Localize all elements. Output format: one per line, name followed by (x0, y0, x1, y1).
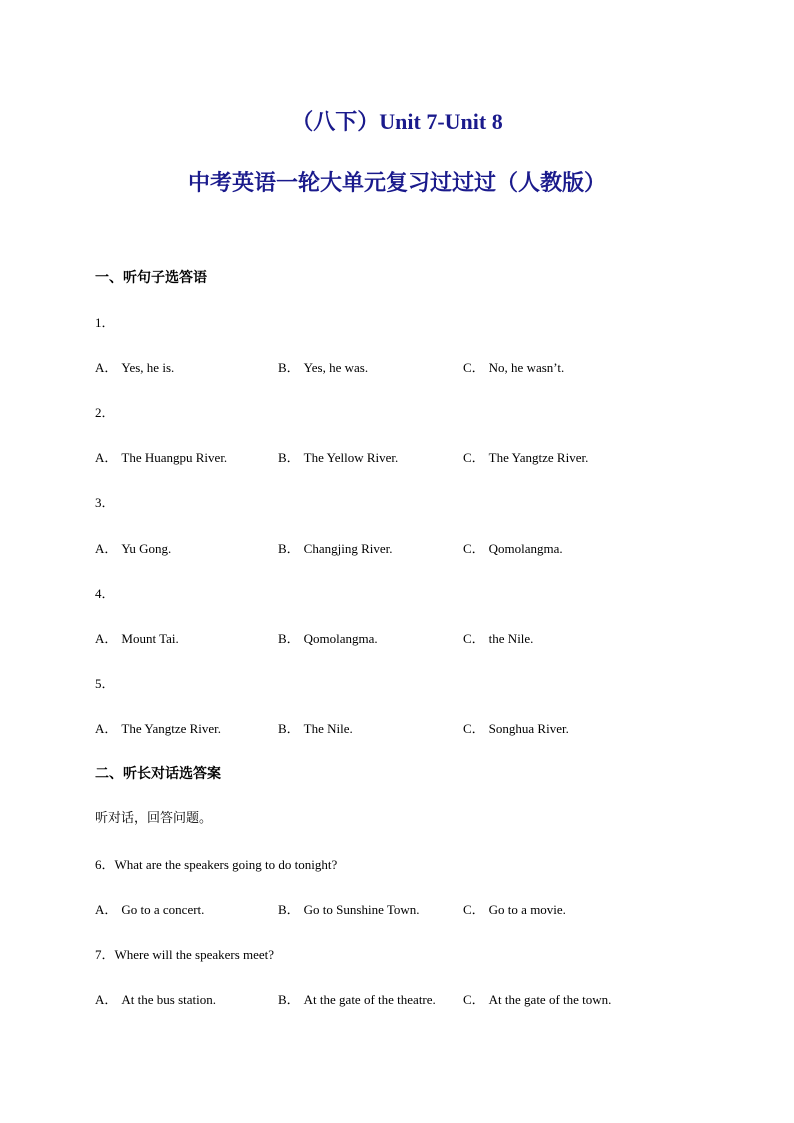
option-b: B． Go to Sunshine Town. (278, 902, 420, 917)
options-row-3 (95, 540, 735, 558)
option-c: C． The Yangtze River. (463, 450, 589, 465)
section-heading-2: 二、听长对话选答案 (95, 766, 221, 782)
question-7 (95, 946, 274, 964)
options-row-4 (95, 630, 735, 648)
option-c: C． No, he wasn’t. (463, 360, 565, 375)
option-a: A． Mount Tai. (95, 631, 179, 646)
options-row-7 (95, 991, 735, 1009)
question-number-7: 7． (95, 947, 115, 962)
question-number-2: 2． (95, 405, 115, 420)
question-number-3: 3． (95, 495, 115, 510)
options-row-5 (95, 720, 735, 738)
option-a: A． Go to a concert. (95, 902, 205, 917)
section-instruction: 听对话，回答问题。 (95, 811, 213, 826)
section-heading-1: 一、听句子选答语 (95, 270, 207, 286)
option-a: A． Yu Gong. (95, 541, 172, 556)
options-row-1 (95, 359, 735, 377)
options-row-2 (95, 449, 735, 467)
option-b: B． Qomolangma. (278, 631, 378, 646)
option-c: C． At the gate of the town. (463, 992, 612, 1007)
option-a: A． At the bus station. (95, 992, 216, 1007)
question-number-5: 5． (95, 676, 115, 691)
question-number-6: 6． (95, 857, 115, 872)
question-number-4: 4． (95, 586, 115, 601)
document-title: （八下）Unit 7-Unit 8 (291, 109, 503, 134)
option-c: C． the Nile. (463, 631, 534, 646)
option-b: B． The Yellow River. (278, 450, 399, 465)
options-row-6 (95, 901, 735, 919)
document-subtitle: 中考英语一轮大单元复习过过过（人教版） (187, 170, 606, 195)
question-text-7: Where will the speakers meet? (114, 947, 275, 962)
option-b: B． Yes, he was. (278, 360, 369, 375)
option-b: B． The Nile. (278, 721, 353, 736)
option-a: A． The Huangpu River. (95, 450, 228, 465)
option-b: B． At the gate of the theatre. (278, 992, 436, 1007)
option-a: A． The Yangtze River. (95, 721, 222, 736)
option-a: A． Yes, he is. (95, 360, 175, 375)
option-c: C． Songhua River. (463, 721, 569, 736)
question-text-6: What are the speakers going to do tonight? (114, 857, 338, 872)
option-c: C． Go to a movie. (463, 902, 566, 917)
option-b: B． Changjing River. (278, 541, 393, 556)
option-c: C． Qomolangma. (463, 541, 563, 556)
question-6 (95, 856, 337, 874)
question-number-1: 1． (95, 315, 115, 330)
